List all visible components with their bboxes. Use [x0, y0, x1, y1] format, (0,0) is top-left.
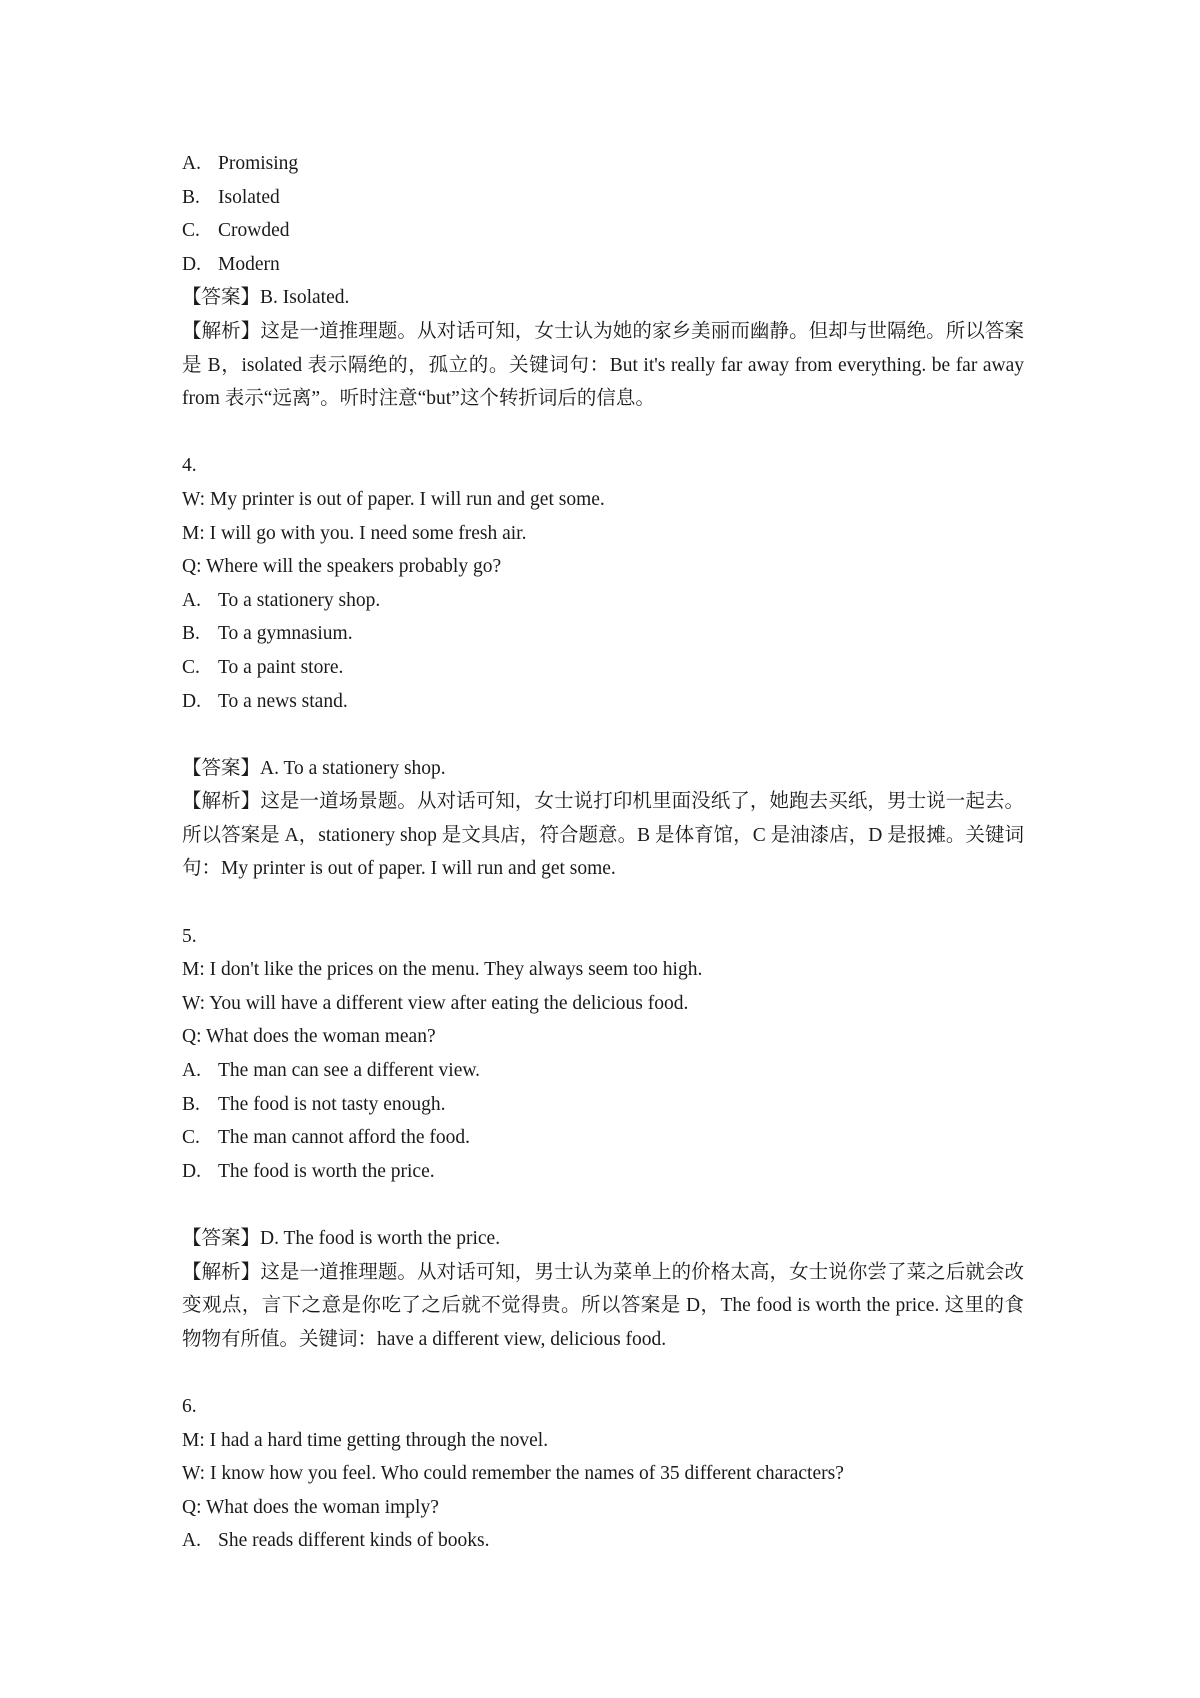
dialogue-line: M: I will go with you. I need some fresh air.: [182, 522, 527, 544]
option-text: Isolated: [218, 186, 280, 208]
option-letter: D.: [182, 690, 201, 712]
question-4-answer: 【答案】A. To a stationery shop.: [182, 757, 446, 779]
question-4-analysis: 【解析】这是一道场景题。从对话可知，女士说打印机里面没纸了，她跑去买纸，男士说一起去。所以答案是 A，stationery shop 是文具店，符合题意。B 是体育馆，C 是油漆店，D 是报摊。关键词句：My printer is out of paper. I will run and get some.: [182, 791, 1024, 880]
spacer: [182, 886, 1024, 920]
option-a: [182, 1054, 1024, 1088]
question-line: Q: What does the woman mean?: [182, 1026, 436, 1048]
question-3-options: [182, 147, 1024, 281]
option-b: [182, 617, 1024, 651]
option-text: The man can see a different view.: [218, 1060, 481, 1082]
question-5-number: 5.: [182, 925, 197, 947]
option-letter: B.: [182, 623, 200, 645]
option-a: [182, 147, 1024, 181]
option-letter: D.: [182, 1160, 201, 1182]
option-c: [182, 214, 1024, 248]
option-text: To a paint store.: [218, 656, 344, 678]
question-line: Q: What does the woman imply?: [182, 1496, 439, 1518]
option-c: [182, 1121, 1024, 1155]
option-text: To a stationery shop.: [218, 589, 381, 611]
spacer: [182, 416, 1024, 450]
question-6-number: 6.: [182, 1395, 197, 1417]
dialogue-line: W: You will have a different view after eating the delicious food.: [182, 992, 689, 1014]
option-text: Modern: [218, 253, 280, 275]
dialogue-line: M: I don't like the prices on the menu. They always seem too high.: [182, 959, 703, 981]
option-text: Promising: [218, 153, 299, 174]
option-d: [182, 248, 1024, 282]
spacer: [182, 718, 1024, 752]
option-d: [182, 1155, 1024, 1189]
option-text: The food is not tasty enough.: [218, 1093, 446, 1115]
question-3-answer: 【答案】B. Isolated.: [182, 287, 350, 309]
question-5-analysis: 【解析】这是一道推理题。从对话可知，男士认为菜单上的价格太高，女士说你尝了菜之后就会改变观点，言下之意是你吃了之后就不觉得贵。所以答案是 D，The food is worth the price. 这里的食物物有所值。关键词：have a different view, delicious food.: [182, 1261, 1024, 1350]
question-4-number: 4.: [182, 455, 197, 477]
dialogue-line: W: I know how you feel. Who could remember the names of 35 different characters?: [182, 1463, 844, 1485]
option-letter: A.: [182, 1530, 201, 1552]
option-letter: C.: [182, 1127, 200, 1149]
option-letter: B.: [182, 186, 200, 208]
option-letter: A.: [182, 1060, 201, 1082]
question-line: Q: Where will the speakers probably go?: [182, 556, 502, 578]
option-c: [182, 651, 1024, 685]
option-b: [182, 1088, 1024, 1122]
option-text: The man cannot afford the food.: [218, 1127, 470, 1149]
option-a: [182, 1524, 1024, 1558]
option-letter: C.: [182, 656, 200, 678]
option-b: [182, 181, 1024, 215]
spacer: [182, 1356, 1024, 1390]
option-letter: A.: [182, 153, 201, 174]
option-letter: D.: [182, 253, 201, 275]
option-text: To a gymnasium.: [218, 623, 353, 645]
option-text: Crowded: [218, 220, 290, 242]
option-letter: A.: [182, 589, 201, 611]
option-text: The food is worth the price.: [218, 1160, 435, 1182]
dialogue-line: W: My printer is out of paper. I will run and get some.: [182, 488, 605, 510]
question-3-analysis: 【解析】这是一道推理题。从对话可知，女士认为她的家乡美丽而幽静。但却与世隔绝。所以答案是 B，isolated 表示隔绝的，孤立的。关键词句：But it's really far away from everything. be far away from 表示“远离”。听时注意“but”这个转折词后的信息。: [182, 320, 1024, 410]
option-a: [182, 584, 1024, 618]
option-text: She reads different kinds of books.: [218, 1530, 490, 1552]
option-text: To a news stand.: [218, 690, 348, 712]
dialogue-line: M: I had a hard time getting through the novel.: [182, 1429, 549, 1451]
option-letter: B.: [182, 1093, 200, 1115]
option-letter: C.: [182, 220, 200, 242]
question-5-answer: 【答案】D. The food is worth the price.: [182, 1228, 501, 1249]
option-d: [182, 685, 1024, 719]
spacer: [182, 1188, 1024, 1222]
